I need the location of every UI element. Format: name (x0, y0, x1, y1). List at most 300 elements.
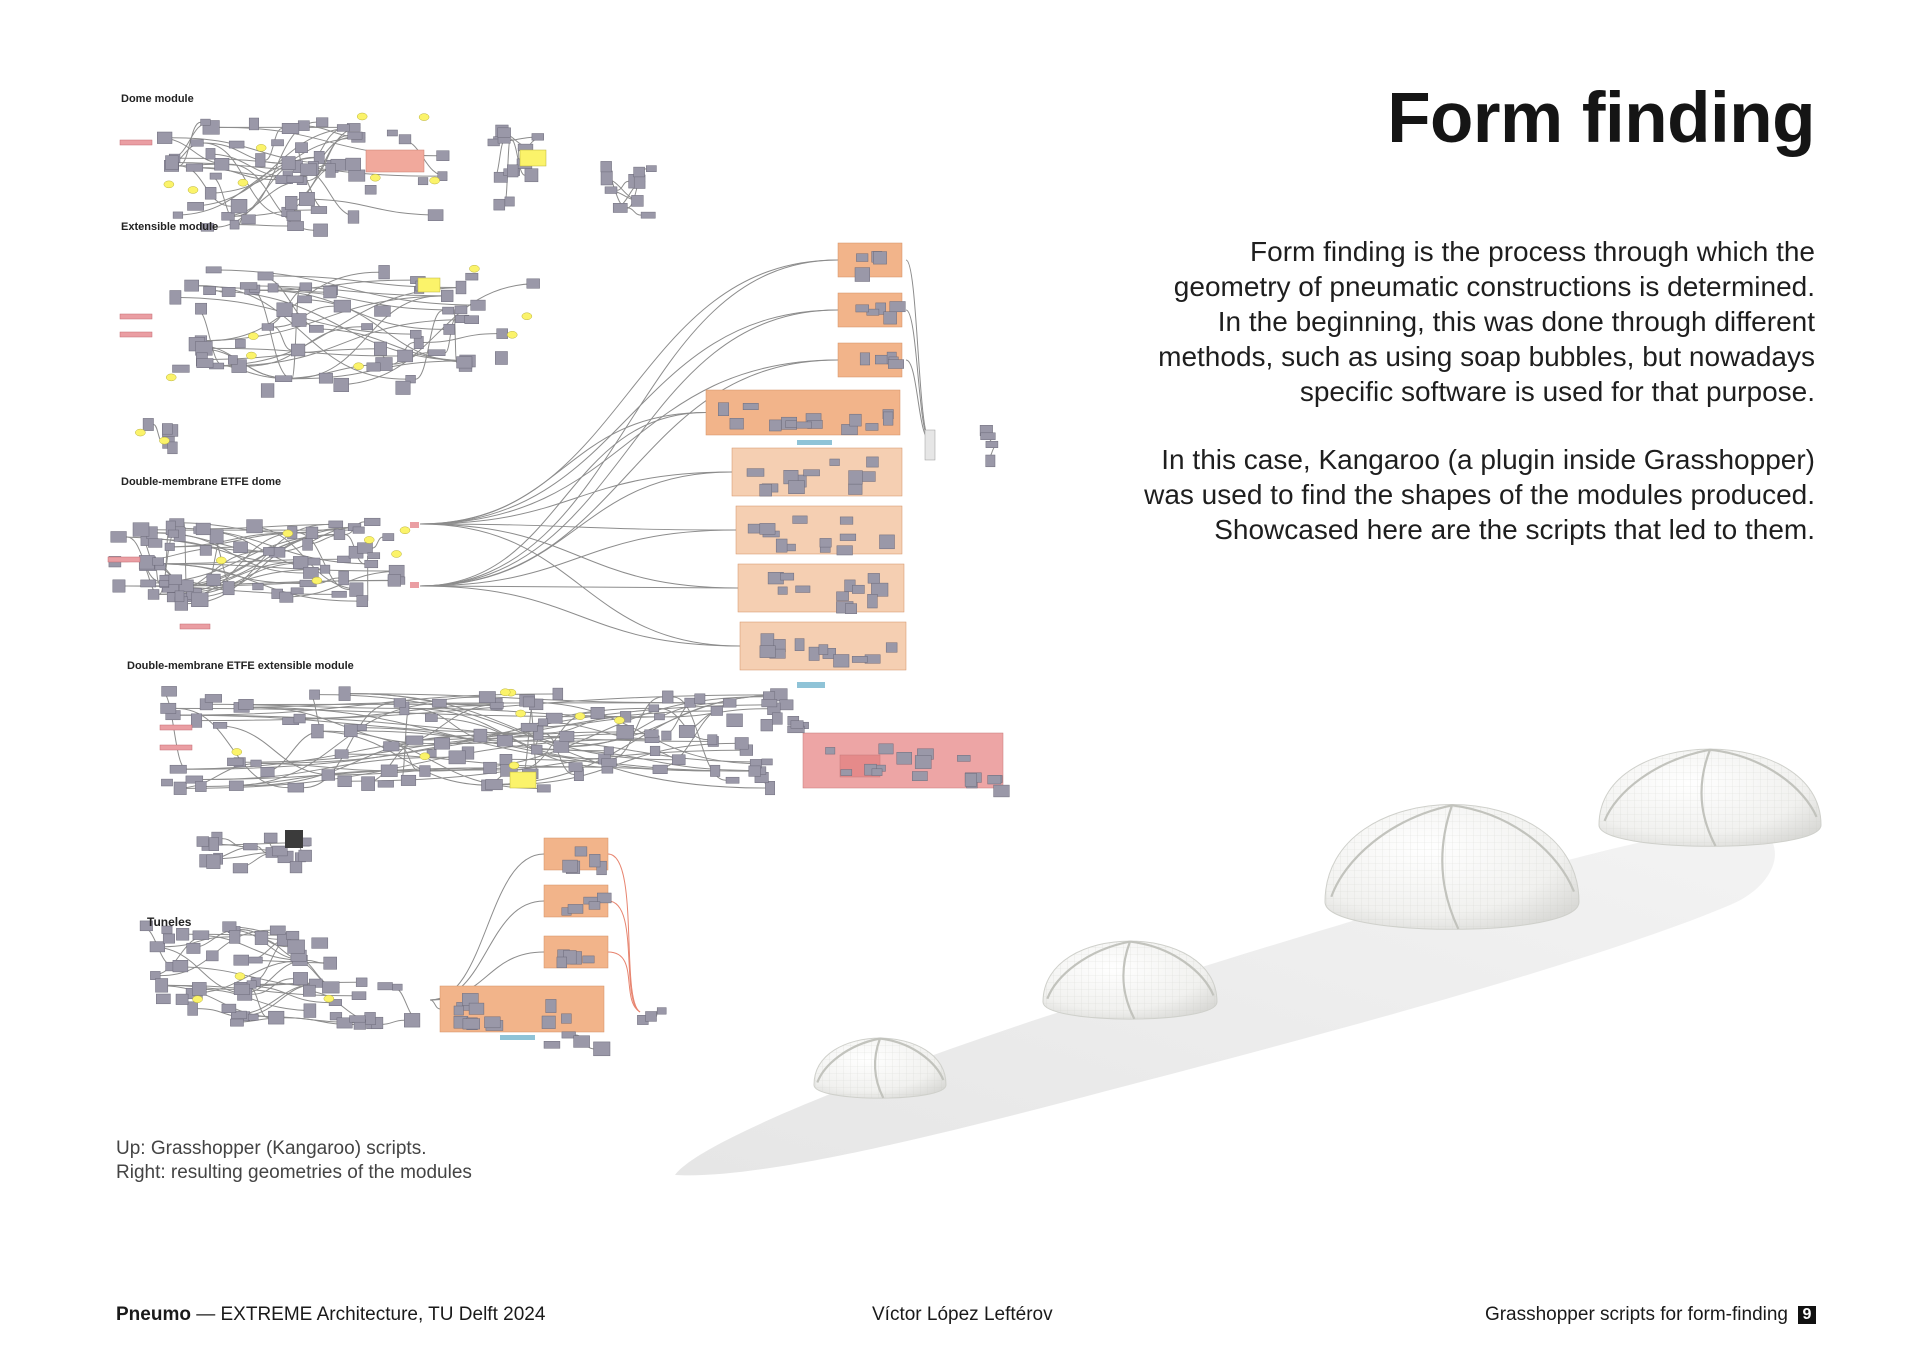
component-node (455, 306, 467, 314)
component-node (384, 742, 400, 751)
parameter-panel (312, 577, 322, 584)
slider-input (120, 314, 152, 319)
component-node (141, 580, 156, 587)
component-node (538, 719, 547, 726)
slider-input (120, 140, 152, 145)
component-node (778, 587, 787, 595)
component-node (884, 312, 897, 324)
kangaroo-line: In this case, Kangaroo (a plugin inside Grasshopper) (1161, 444, 1815, 475)
component-node (362, 777, 375, 791)
component-node (299, 192, 314, 205)
component-node (769, 420, 781, 431)
component-node (346, 158, 361, 170)
component-node (255, 931, 268, 944)
component-node (388, 575, 401, 587)
parameter-panel (238, 179, 248, 186)
component-node (251, 760, 261, 767)
component-node (394, 699, 406, 708)
component-node (486, 779, 503, 789)
component-node (449, 751, 466, 764)
component-node (234, 542, 248, 553)
component-node (170, 765, 187, 773)
component-node (398, 350, 413, 362)
component-node (334, 530, 345, 540)
component-node (634, 167, 645, 177)
component-node (196, 523, 210, 535)
component-node (326, 164, 336, 178)
component-node (591, 707, 605, 719)
component-node (187, 943, 200, 953)
parameter-panel (256, 144, 266, 151)
component-node (133, 523, 149, 537)
component-node (641, 212, 655, 218)
component-node (161, 703, 176, 713)
component-node (222, 287, 235, 296)
component-node (233, 864, 248, 874)
component-node (791, 721, 803, 729)
component-node (367, 363, 381, 371)
intro-line: methods, such as using soap bubbles, but nowadays (1158, 341, 1815, 372)
component-node (191, 140, 204, 147)
component-node (186, 164, 203, 172)
component-node (223, 922, 237, 932)
component-node (188, 1002, 198, 1016)
component-node (261, 384, 274, 398)
component-node (441, 290, 453, 302)
parameter-panel (364, 536, 374, 543)
component-node (762, 699, 777, 707)
parameter-panel (507, 331, 517, 338)
component-node (850, 414, 862, 426)
component-node (261, 767, 274, 777)
component-node (497, 329, 508, 339)
wire (381, 1020, 404, 1024)
component-node (525, 169, 538, 182)
wire (420, 472, 732, 586)
component-node (837, 546, 853, 555)
component-node (986, 455, 995, 467)
component-node (497, 735, 512, 746)
component-node (312, 938, 328, 949)
component-node (210, 173, 222, 179)
component-node (197, 359, 213, 368)
component-node (243, 843, 257, 850)
component-node (299, 850, 312, 861)
project-name: Pneumo (116, 1304, 191, 1325)
component-node (654, 714, 664, 720)
note-panel (510, 772, 536, 788)
component-node (718, 403, 728, 416)
component-node (574, 1036, 590, 1048)
component-node (840, 517, 853, 524)
component-node (348, 211, 359, 224)
component-node (463, 1019, 480, 1030)
component-node (264, 833, 277, 843)
preview-node (285, 830, 303, 848)
component-node (229, 141, 244, 148)
component-node (646, 166, 656, 172)
dome-module (814, 1038, 946, 1098)
component-node (521, 723, 537, 731)
component-node (727, 714, 743, 727)
page-number: 9 (1798, 1306, 1816, 1324)
wire (423, 334, 496, 343)
component-node (852, 585, 864, 593)
component-node (410, 330, 421, 338)
component-node (569, 763, 582, 772)
component-node (157, 132, 172, 144)
component-node (290, 861, 302, 873)
component-node (856, 254, 868, 262)
footer-author: Víctor López Leftérov (872, 1304, 1053, 1325)
component-node (553, 688, 563, 700)
component-node (484, 762, 497, 773)
component-node (293, 556, 308, 568)
double-extensible-label: Double-membrane ETFE extensible module (127, 660, 354, 672)
component-node (589, 902, 600, 910)
component-node (860, 353, 870, 365)
component-node (195, 303, 206, 314)
component-node (188, 202, 204, 210)
component-node (852, 656, 867, 662)
component-node (256, 154, 266, 167)
parameter-panel (159, 437, 169, 444)
parameter-panel (188, 186, 198, 193)
component-node (797, 422, 812, 428)
wire (274, 327, 292, 350)
parameter-panel (216, 557, 226, 564)
component-node (845, 604, 856, 614)
component-node (685, 698, 696, 707)
parameter-panel (246, 352, 256, 359)
component-node (201, 119, 211, 125)
component-node (368, 553, 380, 559)
component-node (337, 125, 349, 132)
component-node (594, 1042, 611, 1056)
component-node (282, 123, 299, 133)
value-bar (797, 682, 825, 688)
component-node (303, 985, 315, 996)
component-node (396, 381, 410, 394)
component-node (393, 984, 403, 990)
component-node (193, 931, 209, 940)
component-node (320, 565, 330, 573)
component-node (253, 583, 264, 590)
double-dome-label: Double-membrane ETFE dome (121, 476, 282, 488)
component-node (404, 1013, 420, 1027)
figure-caption (116, 1137, 472, 1185)
component-node (649, 705, 659, 712)
slider-input (160, 745, 192, 750)
component-node (498, 128, 511, 138)
parameter-panel (135, 429, 145, 436)
parameter-panel (420, 753, 430, 760)
component-node (292, 314, 306, 327)
component-node (804, 470, 820, 476)
wire (906, 260, 930, 440)
component-node (866, 423, 878, 430)
component-node (348, 132, 362, 139)
parameter-panel (614, 717, 624, 724)
component-node (282, 157, 295, 170)
component-node (205, 187, 216, 199)
component-node (711, 706, 723, 715)
component-node (213, 722, 227, 728)
component-node (268, 1011, 284, 1024)
component-node (494, 199, 505, 210)
component-node (420, 766, 431, 777)
component-node (222, 212, 235, 220)
component-node (378, 983, 393, 990)
component-node (986, 441, 998, 448)
component-node (601, 171, 612, 185)
wire (420, 586, 740, 646)
component-node (304, 1004, 316, 1018)
component-node (795, 639, 804, 651)
component-node (344, 725, 357, 737)
component-node (456, 281, 466, 294)
component-node (312, 724, 324, 738)
parameter-panel (400, 527, 410, 534)
component-node (602, 759, 617, 767)
slider-input (180, 624, 210, 629)
course-name: — EXTREME Architecture, TU Delft 2024 (190, 1304, 546, 1325)
component-node (168, 530, 178, 538)
merge-node (925, 430, 935, 460)
component-node (523, 697, 534, 707)
component-node (334, 378, 349, 392)
component-node (285, 196, 297, 209)
component-node (293, 972, 307, 984)
component-node (357, 596, 368, 607)
value-bar (797, 440, 832, 445)
component-node (743, 403, 758, 409)
component-node (206, 951, 218, 961)
component-node (383, 534, 394, 541)
component-node (418, 178, 428, 185)
component-node (349, 170, 365, 181)
component-node (560, 731, 574, 741)
component-node (357, 725, 367, 731)
component-node (165, 543, 175, 551)
component-node (575, 847, 587, 856)
footer-project (116, 1304, 545, 1326)
parameter-panel (232, 748, 242, 755)
parameter-panel (324, 995, 334, 1002)
kangaroo-line: was used to find the shapes of the modules produced. (1144, 479, 1815, 510)
component-node (258, 272, 273, 280)
kangaroo-line: Showcased here are the scripts that led to them. (1214, 514, 1815, 545)
component-node (230, 930, 241, 943)
slider-input (120, 332, 152, 337)
component-node (247, 957, 263, 963)
component-node (793, 516, 808, 524)
component-node (432, 699, 446, 707)
component-node (888, 360, 903, 369)
component-node (590, 854, 601, 867)
parameter-panel (354, 363, 364, 370)
component-node (527, 279, 540, 289)
component-node (191, 593, 208, 607)
wire (420, 413, 706, 587)
component-node (662, 691, 673, 703)
component-node (613, 203, 627, 212)
component-node (597, 893, 611, 903)
extensible-module-label: Extensible module (121, 221, 219, 233)
component-node (173, 960, 188, 972)
wire (608, 952, 640, 1012)
component-node (309, 325, 323, 332)
component-node (332, 591, 347, 597)
component-node (507, 165, 518, 177)
component-node (275, 376, 292, 382)
page-title: Form finding (1387, 79, 1815, 158)
parameter-panel (235, 973, 245, 980)
component-node (270, 926, 285, 935)
component-node (176, 928, 189, 940)
component-node (301, 164, 317, 176)
component-node (195, 782, 206, 792)
component-node (365, 185, 376, 194)
wire (906, 310, 930, 440)
component-node (247, 520, 263, 533)
component-node (583, 956, 595, 963)
component-node (294, 714, 305, 723)
note-panel (418, 278, 440, 292)
component-node (306, 527, 318, 539)
component-node (156, 994, 170, 1004)
component-node (334, 300, 351, 312)
component-node (339, 687, 350, 701)
note-panel (520, 150, 546, 166)
intro-line: specific software is used for that purpose. (1299, 376, 1815, 407)
parameter-panel (516, 710, 526, 717)
component-node (287, 211, 301, 221)
component-node (457, 357, 472, 369)
component-node (223, 582, 234, 595)
dome-module (1599, 749, 1821, 846)
component-node (465, 316, 479, 324)
component-node (239, 699, 254, 709)
component-node (170, 291, 181, 305)
component-node (205, 694, 222, 702)
wire (430, 854, 544, 1000)
kangaroo-paragraph (1055, 442, 1815, 547)
component-node (319, 373, 332, 383)
component-node (324, 957, 337, 969)
component-node (379, 265, 390, 279)
component-node (632, 195, 644, 206)
parameter-panel (430, 177, 440, 184)
component-node (113, 580, 125, 592)
wire (420, 472, 732, 524)
script-group (838, 243, 902, 277)
component-node (248, 1014, 258, 1020)
output-param (410, 522, 419, 528)
wire (608, 854, 640, 1012)
component-node (287, 176, 303, 183)
component-node (378, 781, 394, 788)
component-node (479, 692, 495, 703)
component-node (310, 690, 320, 700)
component-node (840, 534, 856, 541)
parameter-panel (575, 713, 585, 720)
component-node (153, 558, 164, 566)
component-node (234, 984, 249, 995)
component-node (399, 135, 411, 144)
component-node (454, 1006, 464, 1015)
component-node (209, 838, 219, 851)
component-node (561, 1014, 571, 1024)
parameter-panel (391, 550, 401, 557)
component-node (234, 955, 249, 965)
component-node (352, 992, 366, 1000)
component-node (868, 594, 878, 608)
wire (192, 989, 316, 1011)
wire (207, 272, 379, 341)
wire (420, 524, 740, 646)
wire (420, 413, 706, 525)
component-node (324, 286, 337, 298)
component-node (240, 283, 257, 290)
component-node (437, 151, 450, 161)
component-node (362, 324, 373, 330)
component-node (314, 224, 328, 237)
component-node (339, 571, 349, 585)
dome-module-label: Dome module (121, 93, 194, 105)
component-node (495, 352, 507, 365)
component-node (820, 538, 831, 547)
component-node (428, 350, 445, 356)
component-node (268, 284, 278, 292)
component-node (401, 775, 416, 785)
group-box (366, 150, 424, 172)
component-node (166, 156, 179, 170)
wire (430, 1000, 440, 1009)
component-node (303, 567, 318, 578)
component-node (272, 140, 284, 146)
component-node (780, 700, 793, 710)
component-node (174, 782, 186, 795)
component-node (760, 484, 772, 496)
component-node (890, 302, 906, 312)
wire (170, 523, 297, 533)
component-node (227, 758, 243, 766)
component-node (337, 556, 350, 563)
component-node (353, 527, 364, 534)
component-node (880, 535, 895, 549)
component-node (772, 713, 782, 725)
component-node (200, 546, 211, 556)
component-node (159, 580, 169, 586)
component-node (425, 714, 437, 722)
component-node (288, 783, 304, 792)
component-node (303, 539, 313, 551)
component-node (434, 738, 449, 749)
component-node (298, 121, 309, 131)
wire (239, 225, 287, 226)
component-node (466, 273, 478, 280)
parameter-panel (509, 762, 519, 769)
component-node (173, 365, 190, 372)
wire (239, 219, 242, 224)
component-node (760, 523, 775, 534)
component-node (322, 982, 339, 993)
parameter-panel (357, 113, 367, 120)
component-node (197, 837, 209, 847)
component-node (263, 547, 274, 555)
component-node (206, 148, 215, 159)
